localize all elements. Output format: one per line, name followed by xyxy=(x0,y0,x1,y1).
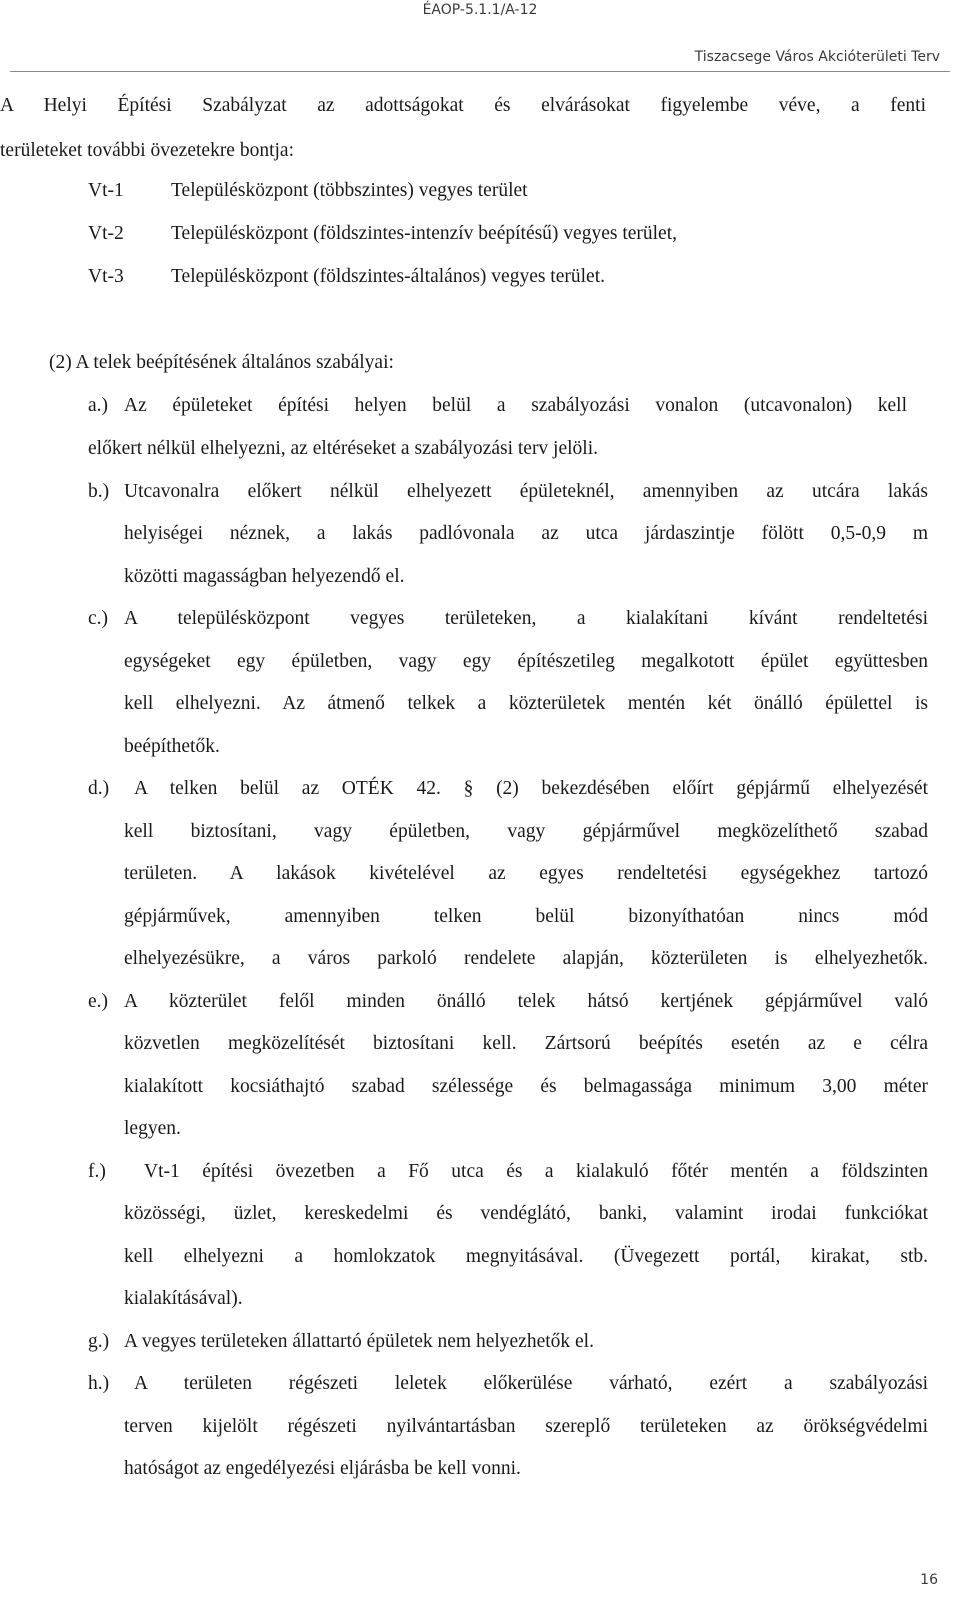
item-label: d.) xyxy=(88,778,110,799)
item-line: kialakításával). xyxy=(124,1288,243,1309)
section-heading: (2) A telek beépítésének általános szabályai: xyxy=(49,352,394,373)
item-line: A területen régészeti leletek előkerülése várható, ezért a szabályozási xyxy=(134,1373,928,1394)
zone-description: Településközpont (többszintes) vegyes terület xyxy=(171,180,528,201)
item-line: terven kijelölt régészeti nyilvántartásban szereplő területeken az örökségvédelmi xyxy=(124,1416,928,1437)
item-line: A településközpont vegyes területeken, a kialakítani kívánt rendeltetési xyxy=(124,608,928,629)
zone-code: Vt-3 xyxy=(88,266,124,287)
item-line: kell elhelyezni a homlokzatok megnyitásával. (Üvegezett portál, kirakat, stb. xyxy=(124,1246,928,1267)
item-label: g.) xyxy=(88,1331,110,1352)
item-line: kell biztosítani, vagy épületben, vagy gépjárművel megközelíthető szabad xyxy=(124,821,928,842)
item-line: területen. A lakások kivételével az egyes rendeltetési egységekhez tartozó xyxy=(124,863,928,884)
header-divider xyxy=(10,71,950,72)
intro-line: A Helyi Építési Szabályzat az adottságokat és elvárásokat figyelembe véve, a fenti xyxy=(0,95,926,116)
item-line: elhelyezésükre, a város parkoló rendelete alapján, közterületen is elhelyezhetők. xyxy=(124,948,928,969)
item-line: egységeket egy épületben, vagy egy építészetileg megalkotott épület együttesben xyxy=(124,651,928,672)
item-line: A telken belül az OTÉK 42. § (2) bekezdésében előírt gépjármű elhelyezését xyxy=(134,778,928,799)
zone-description: Településközpont (földszintes-általános) vegyes terület. xyxy=(171,266,605,287)
document-title: Tiszacsege Város Akcióterületi Terv xyxy=(694,49,940,65)
item-label: h.) xyxy=(88,1373,110,1394)
item-line: A vegyes területeken állattartó épületek nem helyezhetők el. xyxy=(124,1331,594,1352)
item-line: kell elhelyezni. Az átmenő telkek a közterületek mentén két önálló épülettel is xyxy=(124,693,928,714)
item-line: helyiségei néznek, a lakás padlóvonala az utca járdaszintje fölött 0,5-0,9 m xyxy=(124,523,928,544)
item-line: A közterület felől minden önálló telek hátsó kertjének gépjárművel való xyxy=(124,991,928,1012)
zone-code: Vt-1 xyxy=(88,180,124,201)
item-line: hatóságot az engedélyezési eljárásba be kell vonni. xyxy=(124,1458,521,1479)
item-label: e.) xyxy=(88,991,109,1012)
item-line: kialakított kocsiáthajtó szabad szélessége és belmagassága minimum 3,00 méter xyxy=(124,1076,928,1097)
item-label: a.) xyxy=(88,395,109,416)
item-line: közösségi, üzlet, kereskedelmi és vendéglátó, banki, valamint irodai funkciókat xyxy=(124,1203,928,1224)
item-line: közötti magasságban helyezendő el. xyxy=(124,566,405,587)
item-line: beépíthetők. xyxy=(124,736,220,757)
item-line: Az épületeket építési helyen belül a szabályozási vonalon (utcavonalon) kell xyxy=(124,395,907,416)
item-line: Vt-1 építési övezetben a Fő utca és a kialakuló főtér mentén a földszinten xyxy=(144,1161,928,1182)
item-line: előkert nélkül elhelyezni, az eltéréseket a szabályozási terv jelöli. xyxy=(88,438,599,459)
item-line: legyen. xyxy=(124,1118,181,1139)
item-label: c.) xyxy=(88,608,109,629)
item-label: f.) xyxy=(88,1161,106,1182)
page-number: 16 xyxy=(920,1572,938,1588)
item-label: b.) xyxy=(88,481,110,502)
item-line: gépjárművek, amennyiben telken belül bizonyíthatóan nincs mód xyxy=(124,906,928,927)
item-line: Utcavonalra előkert nélkül elhelyezett épületeknél, amennyiben az utcára lakás xyxy=(124,481,928,502)
item-line: közvetlen megközelítését biztosítani kell. Zártsorú beépítés esetén az e célra xyxy=(124,1033,928,1054)
document-code: ÉAOP-5.1.1/A-12 xyxy=(422,2,538,18)
zone-code: Vt-2 xyxy=(88,223,124,244)
intro-line: területeket további övezetekre bontja: xyxy=(0,140,294,161)
zone-description: Településközpont (földszintes-intenzív beépítésű) vegyes terület, xyxy=(171,223,678,244)
